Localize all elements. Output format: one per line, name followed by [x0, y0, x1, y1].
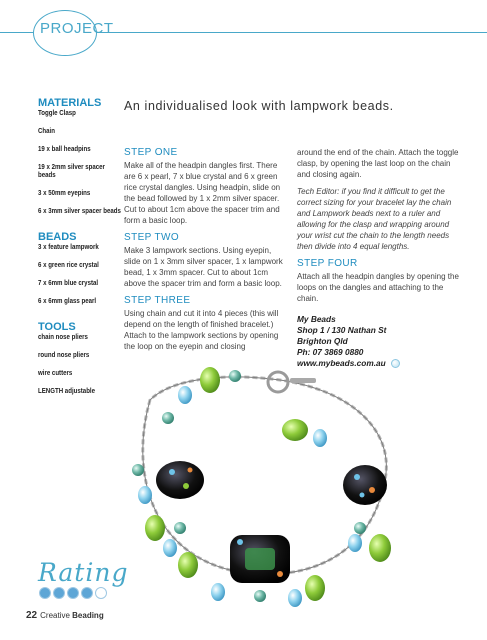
tool-item: chain nose pliers	[38, 332, 88, 341]
page-number: 22	[26, 610, 38, 621]
rating-dot-empty	[95, 587, 107, 599]
rating-dot-filled	[39, 587, 51, 599]
rating-label: Rating	[38, 558, 129, 587]
supplier-address-line1: Shop 1 / 130 Nathan St	[297, 325, 387, 335]
bracelet-photo	[110, 360, 410, 610]
magazine-name	[40, 611, 104, 620]
supplier-address-line2: Brighton Qld	[297, 336, 348, 346]
step-three-continuation: around the end of the chain. Attach the toggle clasp, by opening the last loop on the chain and closing again.	[297, 148, 459, 179]
rating-dot-filled	[81, 587, 93, 599]
material-item: 19 x 2mm silver spacer beads	[38, 162, 105, 179]
rating-dot-filled	[53, 587, 65, 599]
magazine-name-bold: Beading	[72, 611, 104, 620]
rating-dot-filled	[67, 587, 79, 599]
tools-heading: TOOLS	[38, 321, 76, 333]
supplier-website: www.mybeads.com.au	[297, 358, 386, 368]
step-text: Using chain and cut it into 4 pieces (this will depend on the length of finished bracelet.) Attach to the lampwork sections by opening the loop on the eyepin and closing	[124, 309, 279, 351]
rating-dots	[39, 587, 107, 599]
section-label: PROJECT	[40, 20, 114, 37]
step-heading: STEP TWO	[124, 232, 180, 243]
materials-heading: MATERIALS	[38, 97, 102, 109]
bead-item: 3 x feature lampwork	[38, 242, 99, 251]
page-footer	[26, 610, 104, 621]
instructions-column-2	[297, 147, 459, 369]
step-heading: STEP FOUR	[297, 258, 358, 269]
beads-heading: BEADS	[38, 231, 77, 243]
material-item: 3 x 50mm eyepins	[38, 188, 91, 197]
instructions-column-1	[124, 147, 286, 358]
length-note: LENGTH adjustable	[38, 386, 96, 395]
magazine-name-regular: Creative	[40, 611, 73, 620]
step-heading: STEP ONE	[124, 147, 178, 158]
bead-item: 6 x green rice crystal	[38, 260, 99, 269]
material-item: 19 x ball headpins	[38, 144, 91, 153]
tool-item: wire cutters	[38, 368, 73, 377]
bead-item: 7 x 6mm blue crystal	[38, 278, 99, 287]
materials-sidebar	[38, 97, 120, 405]
material-item: 6 x 3mm silver spacer beads	[38, 206, 121, 215]
step-text: Attach all the headpin dangles by opening the loops on the dangles and attaching to the chain.	[297, 272, 459, 303]
supplier-name: My Beads	[297, 314, 336, 324]
tech-editor-note: Tech Editor: if you find it difficult to get the correct sizing for your bracelet lay the chain and Lampwork beads next to a ruler and allowing for the clasp and wrapping around your wrist cut the chain to the length needs then divide into 4 equal lengths.	[297, 187, 452, 251]
step-heading: STEP THREE	[124, 295, 191, 306]
step-text: Make all of the headpin dangles first. There are 6 x pearl, 7 x blue crystal and 6 x green rice crystal dangles. Using headpin, slide on the bead followed by 1 x 2mm silver spacer. Cut to about 1cm above the spacer trim and form a basic loop.	[124, 161, 281, 225]
tool-item: round nose pliers	[38, 350, 90, 359]
supplier-phone: Ph: 07 3869 0880	[297, 347, 364, 357]
material-item: Toggle Clasp	[38, 108, 76, 117]
article-headline: An individualised look with lampwork beads.	[124, 99, 394, 113]
material-item: Chain	[38, 126, 55, 135]
step-text: Make 3 lampwork sections. Using eyepin, slide on 1 x 3mm silver spacer, 1 x lampwork bead, 1 x 3mm spacer. Cut to about 1cm above the spacer trim and form a basic loop.	[124, 246, 283, 288]
bead-item: 6 x 6mm glass pearl	[38, 296, 97, 305]
